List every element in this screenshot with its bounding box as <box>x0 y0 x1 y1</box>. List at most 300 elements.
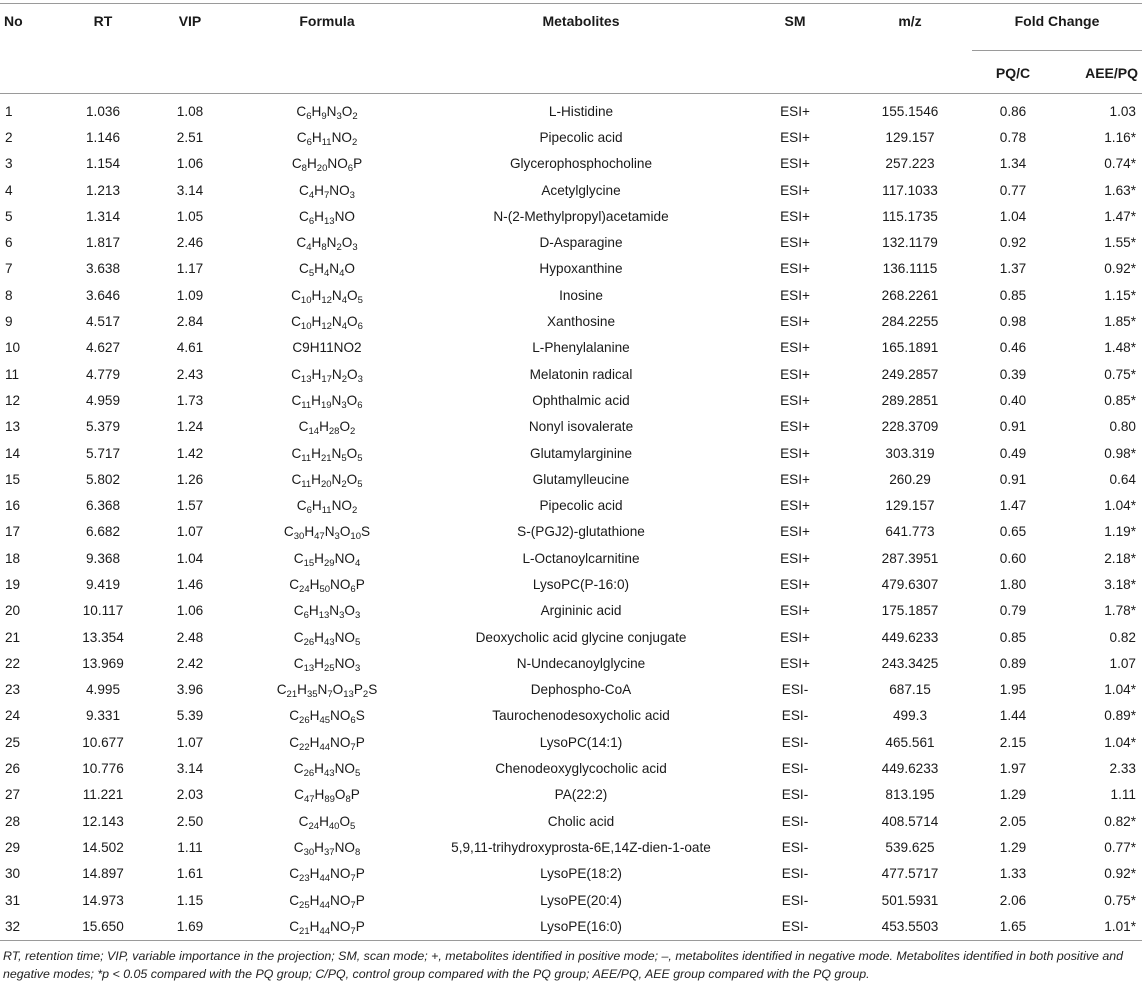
table-row <box>0 414 1142 440</box>
cell-scan-mode: ESI- <box>781 708 809 724</box>
cell-mz: 453.5503 <box>848 913 972 940</box>
table-row <box>0 94 1142 125</box>
cell-mz: 501.5931 <box>881 892 939 908</box>
cell-rt: 9.419 <box>85 576 121 592</box>
cell-rt: 1.146 <box>85 129 121 145</box>
cell-metabolite: N-Undecanoylglycine <box>516 655 646 671</box>
cell-scan-mode: ESI+ <box>780 261 810 277</box>
cell-formula: $C_{23}H_{44}NO_7P$ <box>289 866 365 885</box>
cell-aee-pq: 2.18* <box>1104 550 1136 566</box>
cell-mz: 129.157 <box>885 129 935 145</box>
cell-rt: 10.117 <box>82 603 124 619</box>
cell-metabolite: 5,9,11-trihydroxyprosta-6E,14Z-dien-1-oate <box>451 839 711 855</box>
cell-formula: $C_{47}H_{89}O_8P$ <box>294 787 360 806</box>
cell-no: 9 <box>5 314 13 330</box>
cell-scan-mode: ESI+ <box>780 471 810 487</box>
cell-scan-mode: ESI- <box>781 761 809 777</box>
cell-aee-pq: 1.03 <box>1109 103 1136 119</box>
cell-metabolite: Pipecolic acid <box>539 498 623 514</box>
cell-vip: 2.46 <box>176 235 204 251</box>
cell-pq-c: 0.65 <box>999 524 1027 540</box>
cell-rt: 4.517 <box>85 314 121 330</box>
cell-no: 13 <box>5 419 21 435</box>
cell-scan-mode: ESI+ <box>780 287 810 303</box>
cell-vip: 1.69 <box>146 913 234 940</box>
cell-no: 5 <box>5 208 13 224</box>
cell-formula: $C_{30}H_{37}NO_8$ <box>293 839 361 858</box>
cell-vip: 3.96 <box>176 682 204 698</box>
cell-mz: 117.1033 <box>882 182 938 198</box>
cell-mz: 465.561 <box>885 734 935 750</box>
table-row <box>0 177 1142 203</box>
cell-mz: 260.29 <box>889 471 931 487</box>
cell-no: 11 <box>5 366 20 382</box>
table-row <box>0 913 1142 940</box>
table-row <box>0 440 1142 466</box>
cell-pq-c: 1.29 <box>999 787 1027 803</box>
cell-scan-mode: ESI+ <box>780 182 810 198</box>
cell-aee-pq: 1.63* <box>1104 182 1136 198</box>
cell-rt: 10.677 <box>82 734 124 750</box>
cell-rt: 11.221 <box>82 787 124 803</box>
cell-no: 3 <box>5 156 13 172</box>
cell-rt: 1.314 <box>85 208 121 224</box>
table-row <box>0 834 1142 860</box>
table-row <box>0 361 1142 387</box>
table-row <box>0 203 1142 229</box>
cell-scan-mode: ESI+ <box>780 419 810 435</box>
table-row <box>0 729 1142 755</box>
cell-aee-pq: 1.48* <box>1104 340 1136 356</box>
table-row <box>0 703 1142 729</box>
cell-pq-c: 2.05 <box>999 813 1027 829</box>
cell-scan-mode: ESI+ <box>780 445 810 461</box>
cell-formula: $C_6H_{13}NO$ <box>299 208 355 227</box>
cell-vip: 1.06 <box>176 156 204 172</box>
cell-formula: $C_{30}H_{47}N_3O_{10}S$ <box>283 524 371 543</box>
header-pq-c: PQ/C <box>995 65 1031 81</box>
cell-no: 19 <box>5 576 21 592</box>
cell-scan-mode: ESI+ <box>780 340 810 356</box>
cell-formula: $C_6H_{13}N_3O_3$ <box>293 603 361 622</box>
cell-aee-pq: 2.33 <box>1109 761 1136 777</box>
cell-metabolite: Melatonin radical <box>529 366 633 382</box>
cell-vip: 5.39 <box>176 708 204 724</box>
cell-vip: 1.05 <box>176 208 204 224</box>
cell-formula: $C_5H_4N_4O$ <box>299 261 355 280</box>
table-row <box>0 598 1142 624</box>
cell-mz: 115.1735 <box>882 208 938 224</box>
header-fold-change: Fold Change <box>972 3 1142 51</box>
cell-formula: $C_{13}H_{17}N_2O_3$ <box>291 366 363 385</box>
cell-aee-pq: 0.74* <box>1104 156 1136 172</box>
cell-rt: 4.995 <box>85 682 121 698</box>
cell-aee-pq: 0.98* <box>1104 445 1136 461</box>
cell-no: 31 <box>5 892 21 908</box>
cell-formula: $C_{24}H_{50}NO_6P$ <box>289 576 365 595</box>
cell-aee-pq: 1.15* <box>1104 287 1136 303</box>
cell-vip: 1.07 <box>176 524 204 540</box>
cell-scan-mode: ESI+ <box>780 235 810 251</box>
cell-pq-c: 1.65 <box>972 913 1054 940</box>
cell-scan-mode: ESI- <box>781 866 809 882</box>
cell-formula: $C_{21}H_{44}NO_7P$ <box>234 913 420 940</box>
cell-metabolite: LysoPE(16:0) <box>420 913 742 940</box>
table-row <box>0 282 1142 308</box>
cell-pq-c: 0.86 <box>999 103 1027 119</box>
cell-no: 14 <box>5 445 21 461</box>
cell-rt: 3.646 <box>85 287 121 303</box>
table-row <box>0 545 1142 571</box>
cell-vip: 1.15 <box>176 892 204 908</box>
cell-pq-c: 2.15 <box>999 734 1027 750</box>
cell-aee-pq: 1.04* <box>1104 734 1136 750</box>
table-row <box>0 861 1142 887</box>
cell-scan-mode: ESI+ <box>780 103 810 119</box>
cell-mz: 129.157 <box>885 498 935 514</box>
cell-no: 8 <box>5 287 13 303</box>
table-row <box>0 151 1142 177</box>
cell-pq-c: 1.04 <box>999 208 1027 224</box>
cell-vip: 2.50 <box>176 813 204 829</box>
cell-metabolite: L-Phenylalanine <box>532 340 630 356</box>
cell-no: 6 <box>5 235 13 251</box>
cell-scan-mode: ESI- <box>781 839 809 855</box>
table-body <box>0 94 1142 941</box>
cell-scan-mode: ESI+ <box>780 208 810 224</box>
table-row <box>0 256 1142 282</box>
cell-aee-pq: 1.07 <box>1109 655 1136 671</box>
cell-pq-c: 0.85 <box>999 287 1027 303</box>
cell-metabolite: LysoPC(14:1) <box>539 734 623 750</box>
cell-metabolite: Ophthalmic acid <box>532 392 630 408</box>
cell-pq-c: 0.39 <box>999 366 1027 382</box>
cell-vip: 1.08 <box>176 103 204 119</box>
cell-pq-c: 0.91 <box>999 419 1027 435</box>
cell-rt: 9.331 <box>85 708 121 724</box>
cell-scan-mode: ESI+ <box>780 655 810 671</box>
cell-pq-c: 1.95 <box>999 682 1027 698</box>
cell-pq-c: 0.89 <box>999 655 1027 671</box>
cell-aee-pq: 0.80 <box>1109 419 1136 435</box>
cell-pq-c: 0.77 <box>999 182 1027 198</box>
cell-scan-mode: ESI+ <box>780 314 810 330</box>
cell-metabolite: LysoPC(P-16:0) <box>532 576 630 592</box>
cell-mz: 499.3 <box>892 708 928 724</box>
cell-aee-pq: 1.04* <box>1104 682 1136 698</box>
cell-scan-mode: ESI- <box>781 813 809 829</box>
cell-vip: 1.04 <box>176 550 204 566</box>
cell-rt: 5.802 <box>85 471 121 487</box>
cell-no: 2 <box>5 129 13 145</box>
cell-scan-mode: ESI+ <box>780 498 810 514</box>
cell-mz: 289.2851 <box>881 392 939 408</box>
cell-mz: 479.6307 <box>881 576 939 592</box>
cell-rt: 4.959 <box>85 392 121 408</box>
cell-vip: 2.42 <box>176 655 204 671</box>
cell-formula: $C_{26}H_{43}NO_5$ <box>293 761 361 780</box>
cell-vip: 3.14 <box>176 182 204 198</box>
cell-scan-mode: ESI- <box>781 682 809 698</box>
cell-pq-c: 0.46 <box>999 340 1027 356</box>
cell-vip: 1.06 <box>176 603 204 619</box>
cell-rt: 13.354 <box>82 629 124 645</box>
cell-metabolite: Chenodeoxyglycocholic acid <box>495 761 667 777</box>
cell-mz: 539.625 <box>885 839 935 855</box>
cell-metabolite: Dephospho-CoA <box>530 682 632 698</box>
cell-formula: $C_{24}H_{40}O_5$ <box>298 813 356 832</box>
table-row <box>0 571 1142 597</box>
cell-pq-c: 2.06 <box>999 892 1027 908</box>
cell-metabolite: Nonyl isovalerate <box>528 419 634 435</box>
cell-formula: $C_{10}H_{12}N_4O_5$ <box>291 287 363 306</box>
cell-scan-mode: ESI+ <box>780 156 810 172</box>
cell-mz: 449.6233 <box>881 629 939 645</box>
cell-mz: 449.6233 <box>881 761 939 777</box>
cell-vip: 2.03 <box>176 787 204 803</box>
cell-metabolite: LysoPE(18:2) <box>540 866 622 882</box>
cell-vip: 1.46 <box>176 576 204 592</box>
cell-vip: 4.61 <box>176 340 204 356</box>
cell-rt: 6.682 <box>85 524 121 540</box>
cell-aee-pq: 1.55* <box>1104 235 1136 251</box>
cell-formula: C9H11NO2 <box>292 340 362 356</box>
cell-vip: 1.24 <box>176 419 204 435</box>
cell-vip: 1.09 <box>176 287 204 303</box>
cell-vip: 2.48 <box>176 629 204 645</box>
cell-vip: 1.11 <box>177 839 203 855</box>
cell-aee-pq: 1.19* <box>1104 524 1136 540</box>
cell-formula: $C_{14}H_{28}O_2$ <box>298 419 356 438</box>
table-row <box>0 624 1142 650</box>
cell-aee-pq: 1.85* <box>1104 314 1136 330</box>
header-row-main <box>0 3 1142 51</box>
cell-vip: 1.73 <box>176 392 204 408</box>
cell-metabolite: Pipecolic acid <box>539 129 623 145</box>
cell-pq-c: 0.78 <box>999 129 1027 145</box>
cell-aee-pq: 1.47* <box>1104 208 1136 224</box>
cell-rt: 6.368 <box>85 498 121 514</box>
cell-vip: 2.51 <box>176 129 204 145</box>
cell-aee-pq: 0.75* <box>1104 892 1136 908</box>
cell-pq-c: 0.98 <box>999 314 1027 330</box>
cell-scan-mode: ESI- <box>742 913 848 940</box>
cell-no: 26 <box>5 761 21 777</box>
cell-metabolite: N-(2-Methylpropyl)acetamide <box>493 208 669 224</box>
cell-no: 20 <box>5 603 21 619</box>
cell-pq-c: 1.37 <box>999 261 1027 277</box>
cell-mz: 136.1115 <box>882 261 938 277</box>
header-aee-pq: AEE/PQ <box>1085 65 1138 81</box>
cell-metabolite: Argininic acid <box>540 603 622 619</box>
cell-pq-c: 0.49 <box>999 445 1027 461</box>
cell-vip: 1.07 <box>176 734 204 750</box>
cell-rt: 13.969 <box>82 655 124 671</box>
cell-no: 10 <box>5 340 21 356</box>
cell-metabolite: Cholic acid <box>547 813 615 829</box>
cell-metabolite: PA(22:2) <box>554 787 608 803</box>
cell-pq-c: 0.40 <box>999 392 1027 408</box>
cell-aee-pq: 0.92* <box>1104 261 1136 277</box>
cell-formula: $C_{11}H_{21}N_5O_5$ <box>291 445 363 464</box>
cell-scan-mode: ESI+ <box>780 629 810 645</box>
cell-metabolite: Deoxycholic acid glycine conjugate <box>475 629 687 645</box>
cell-pq-c: 1.97 <box>999 761 1027 777</box>
cell-rt: 3.638 <box>85 261 121 277</box>
table-row <box>0 335 1142 361</box>
cell-metabolite: L-Octanoylcarnitine <box>522 550 640 566</box>
cell-rt: 9.368 <box>85 550 121 566</box>
cell-pq-c: 1.33 <box>999 866 1027 882</box>
cell-no: 15 <box>5 471 21 487</box>
cell-formula: $C_8H_{20}NO_6P$ <box>291 156 363 175</box>
cell-rt: 12.143 <box>82 813 124 829</box>
cell-rt: 15.650 <box>60 913 146 940</box>
cell-formula: $C_{11}H_{20}N_2O_5$ <box>291 471 363 490</box>
cell-scan-mode: ESI+ <box>780 129 810 145</box>
cell-mz: 175.1857 <box>881 603 939 619</box>
header-formula: Formula <box>299 13 355 29</box>
cell-pq-c: 0.60 <box>999 550 1027 566</box>
cell-formula: $C_4H_7NO_3$ <box>299 182 355 201</box>
cell-rt: 4.779 <box>85 366 121 382</box>
table-row <box>0 466 1142 492</box>
table-row <box>0 887 1142 913</box>
table-row <box>0 387 1142 413</box>
cell-no: 32 <box>0 913 60 940</box>
table-row <box>0 782 1142 808</box>
cell-vip: 1.17 <box>176 261 204 277</box>
cell-scan-mode: ESI+ <box>780 392 810 408</box>
cell-vip: 2.84 <box>176 314 204 330</box>
header-mz: m/z <box>898 13 922 29</box>
header-metabolites: Metabolites <box>542 13 620 29</box>
cell-no: 25 <box>5 734 21 750</box>
cell-scan-mode: ESI+ <box>780 550 810 566</box>
cell-mz: 408.5714 <box>881 813 939 829</box>
cell-metabolite: Taurochenodesoxycholic acid <box>492 708 670 724</box>
cell-vip: 1.42 <box>176 445 204 461</box>
cell-no: 30 <box>5 866 21 882</box>
cell-aee-pq: 0.77* <box>1104 839 1136 855</box>
cell-formula: $C_{26}H_{43}NO_5$ <box>293 629 361 648</box>
cell-rt: 14.502 <box>82 839 124 855</box>
cell-mz: 165.1891 <box>881 340 939 356</box>
cell-no: 7 <box>5 261 13 277</box>
cell-aee-pq: 1.16* <box>1104 129 1136 145</box>
table-row <box>0 519 1142 545</box>
cell-rt: 5.717 <box>85 445 121 461</box>
cell-mz: 303.319 <box>885 445 935 461</box>
cell-aee-pq: 1.11 <box>1110 787 1136 803</box>
cell-vip: 1.61 <box>176 866 204 882</box>
cell-mz: 249.2857 <box>881 366 939 382</box>
cell-rt: 14.897 <box>82 866 124 882</box>
cell-mz: 268.2261 <box>881 287 939 303</box>
cell-rt: 1.817 <box>85 235 121 251</box>
cell-pq-c: 1.34 <box>999 156 1027 172</box>
cell-no: 1 <box>5 103 13 119</box>
cell-metabolite: Inosine <box>559 287 603 303</box>
cell-metabolite: D-Asparagine <box>539 235 623 251</box>
cell-aee-pq: 1.78* <box>1104 603 1136 619</box>
cell-vip: 1.26 <box>176 471 204 487</box>
cell-scan-mode: ESI+ <box>780 524 810 540</box>
cell-aee-pq: 0.64 <box>1109 471 1136 487</box>
cell-pq-c: 0.92 <box>999 235 1027 251</box>
cell-aee-pq: 0.92* <box>1104 866 1136 882</box>
cell-metabolite: L-Histidine <box>548 103 614 119</box>
cell-no: 29 <box>5 839 21 855</box>
cell-vip: 1.57 <box>176 498 204 514</box>
metabolites-table <box>0 3 1142 941</box>
cell-rt: 10.776 <box>82 761 124 777</box>
cell-formula: $C_{11}H_{19}N_3O_6$ <box>291 392 363 411</box>
cell-mz: 687.15 <box>889 682 931 698</box>
cell-pq-c: 1.44 <box>999 708 1027 724</box>
cell-vip: 3.14 <box>176 761 204 777</box>
cell-no: 22 <box>5 655 21 671</box>
cell-metabolite: Acetylglycine <box>541 182 621 198</box>
table-footnote: RT, retention time; VIP, variable importance in the projection; SM, scan mode; +, metabolites identified in positive mode; –, metabolites identified in negative mode. Metabolites identified in both positive and negative modes; *p < 0.05 compared with the PQ group; C/PQ, control group compared with the PQ group; AEE/PQ, AEE group compared with the PQ group. <box>3 949 1124 981</box>
table-row <box>0 650 1142 676</box>
cell-scan-mode: ESI+ <box>780 576 810 592</box>
table-row <box>0 229 1142 255</box>
table-row <box>0 755 1142 781</box>
cell-mz: 641.773 <box>885 524 935 540</box>
cell-rt: 5.379 <box>85 419 121 435</box>
header-rt: RT <box>93 13 113 29</box>
cell-metabolite: S-(PGJ2)-glutathione <box>517 524 645 540</box>
cell-aee-pq: 0.82* <box>1104 813 1136 829</box>
cell-metabolite: Glutamylarginine <box>530 445 632 461</box>
cell-rt: 4.627 <box>85 340 121 356</box>
cell-mz: 243.3425 <box>881 655 939 671</box>
cell-aee-pq: 0.89* <box>1104 708 1136 724</box>
cell-no: 17 <box>5 524 21 540</box>
cell-mz: 132.1179 <box>882 235 938 251</box>
header-sm: SM <box>784 13 806 29</box>
cell-no: 12 <box>5 392 21 408</box>
cell-no: 16 <box>5 498 21 514</box>
table-row <box>0 808 1142 834</box>
cell-formula: $C_{22}H_{44}NO_7P$ <box>289 734 365 753</box>
cell-no: 4 <box>5 182 13 198</box>
cell-mz: 257.223 <box>885 156 935 172</box>
cell-pq-c: 1.29 <box>999 839 1027 855</box>
cell-rt: 1.154 <box>85 156 121 172</box>
table-row <box>0 492 1142 518</box>
header-no: No <box>4 13 23 29</box>
cell-metabolite: Glycerophosphocholine <box>509 156 653 172</box>
cell-formula: $C_6H_{11}NO_2$ <box>296 498 358 517</box>
cell-mz: 477.5717 <box>881 866 939 882</box>
cell-no: 18 <box>5 550 21 566</box>
cell-scan-mode: ESI- <box>781 892 809 908</box>
cell-pq-c: 1.47 <box>999 498 1027 514</box>
cell-vip: 2.43 <box>176 366 204 382</box>
cell-scan-mode: ESI+ <box>780 366 810 382</box>
cell-formula: $C_{10}H_{12}N_4O_6$ <box>291 314 363 333</box>
cell-rt: 1.213 <box>85 182 121 198</box>
cell-mz: 284.2255 <box>881 314 939 330</box>
cell-mz: 155.1546 <box>881 103 939 119</box>
cell-formula: $C_{26}H_{45}NO_6S$ <box>289 708 365 727</box>
cell-no: 28 <box>5 813 21 829</box>
table-row <box>0 677 1142 703</box>
cell-pq-c: 0.85 <box>999 629 1027 645</box>
cell-formula: $C_6H_{11}NO_2$ <box>296 129 358 148</box>
